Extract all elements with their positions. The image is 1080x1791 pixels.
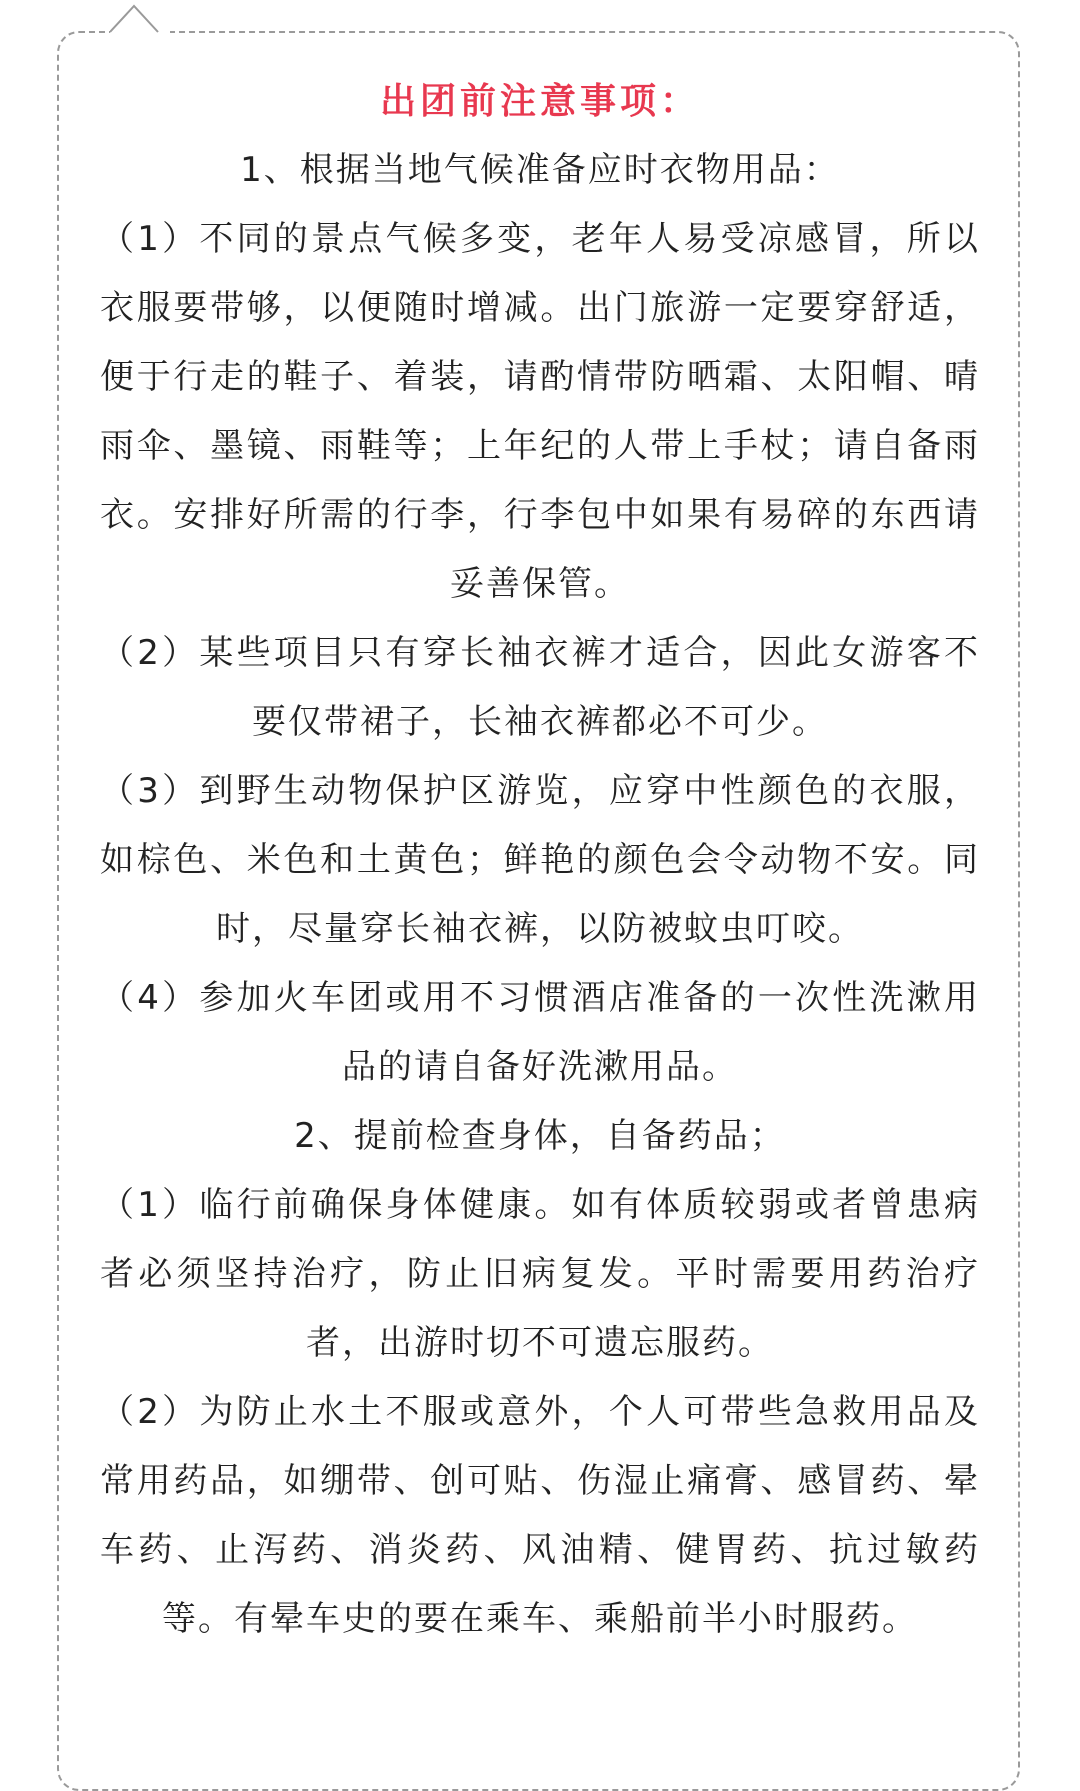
paragraph-wildlife: （3）到野生动物保护区游览，应穿中性颜色的衣服，如棕色、米色和土黄色；鲜艳的颜色会令动物不安。同时，尽量穿长袖衣裤，以防被蚊虫叮咬。 — [100, 771, 980, 949]
paragraph-health-heading: 2、提前检查身体，自备药品； — [294, 1116, 786, 1156]
paragraph-clothing: （1）不同的景点气候多变，老年人易受凉感冒，所以衣服要带够，以便随时增减。出门旅游一定要穿舒适，便于行走的鞋子、着装，请酌情带防晒霜、太阳帽、晴雨伞、墨镜、雨鞋等；上年纪的人带上手杖；请自备雨衣。安排好所需的行李，行李包中如果有易碎的东西请妥善保管。 — [100, 219, 980, 604]
notice-content — [100, 68, 980, 1654]
paragraph-toiletries: （4）参加火车团或用不习惯酒店准备的一次性洗漱用品的请自备好洗漱用品。 — [100, 978, 980, 1087]
paragraph-climate-heading: 1、根据当地气候准备应时衣物用品： — [240, 150, 840, 190]
card-notch — [110, 2, 170, 34]
paragraph-health-check: （1）临行前确保身体健康。如有体质较弱或者曾患病者必须坚持治疗，防止旧病复发。平时需要用药治疗者，出游时切不可遗忘服药。 — [100, 1185, 980, 1363]
paragraph-long-sleeves: （2）某些项目只有穿长袖衣裤才适合，因此女游客不要仅带裙子，长袖衣裤都必不可少。 — [100, 633, 980, 742]
paragraph-medicine: （2）为防止水土不服或意外，个人可带些急救用品及常用药品，如绷带、创可贴、伤湿止痛膏、感冒药、晕车药、止泻药、消炎药、风油精、健胃药、抗过敏药等。有晕车史的要在乘车、乘船前半小时服药。 — [100, 1392, 980, 1639]
notice-title: 出团前注意事项： — [379, 81, 700, 122]
